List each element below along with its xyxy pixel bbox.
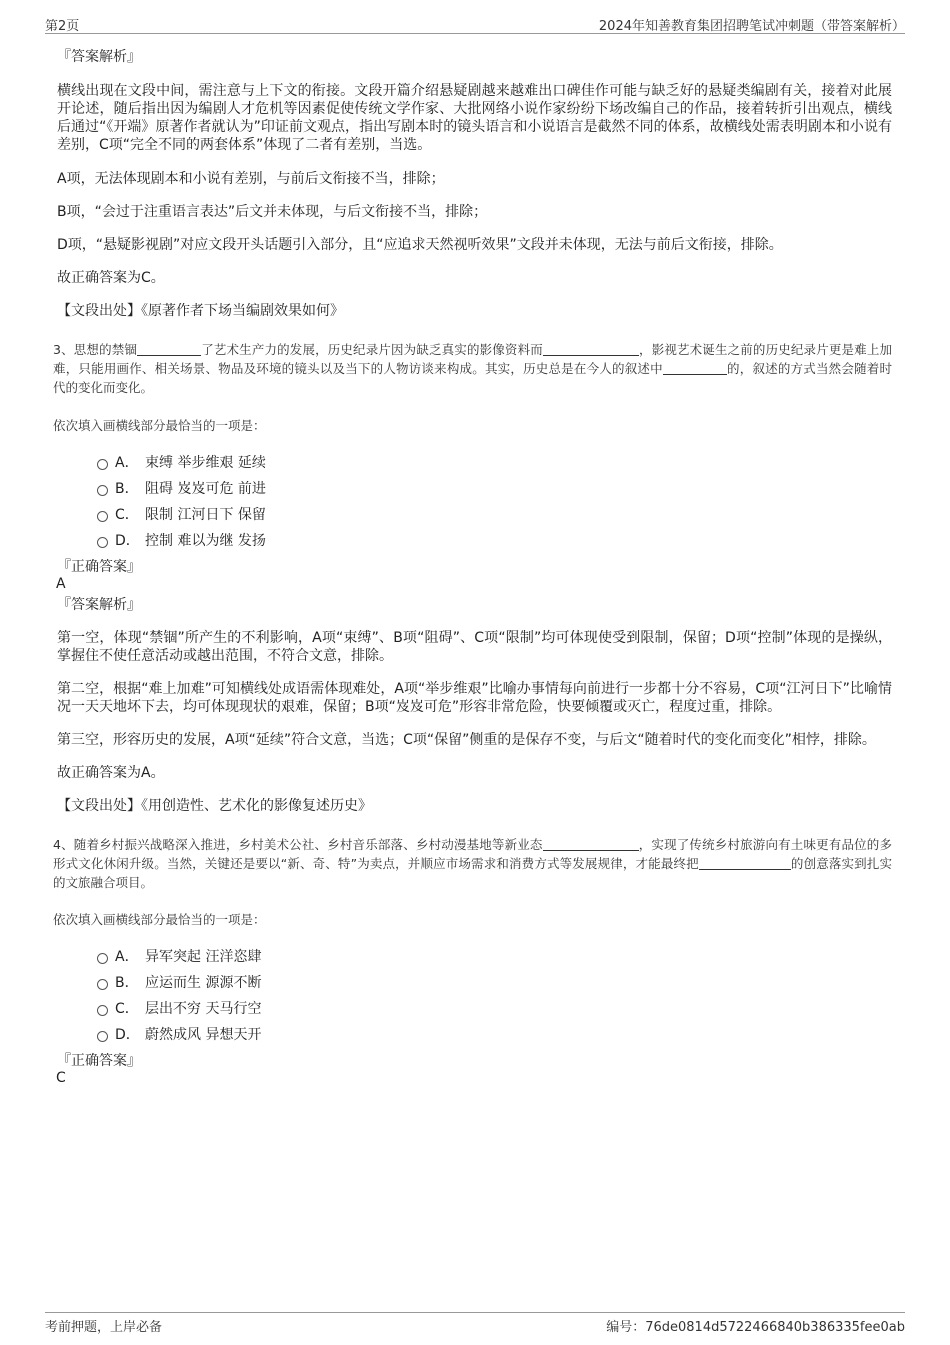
document-title: 2024年知善教育集团招聘笔试冲刺题（带答案解析） [598,19,905,34]
q3-option-b[interactable]: B． 阻碍 岌岌可危 前进 [57,480,892,506]
q3-analysis-blank-1: 第一空，体现“禁锢”所产生的不利影响，A项“束缚”、B项“阻碍”、C项“限制”均可体现使受到限制，保留；D项“控制”体现的是操纵，掌握住不使任意活动或越出范围，不符合文意，排除。 [57,630,892,664]
blank-1 [137,341,201,356]
main-content [53,48,892,1086]
q3-option-a[interactable]: A． 束缚 举步维艰 延续 [57,454,892,480]
q3-answer: A [56,576,66,592]
q2-analysis-paragraph: 横线出现在文段中间，需注意与上下文的衔接。文段开篇介绍悬疑剧越来越难出口碑佳作可能与缺乏好的悬疑类编剧有关，接着对此展开论述，随后指出因为编剧人才危机等因素促使传统文学作家、大批网络小说作家纷纷下场改编自己的作品，接着转折引出观点，横线后通过“《开端》原著作者就认为”印证前文观点，指出写剧本时的镜头语言和小说语言是截然不同的体系，故横线处需表明剧本和小说有差别，C项“完全不同的两套体系”体现了二者有差别，当选。 [57,83,892,153]
q3-option-d[interactable]: D． 控制 难以为继 发扬 [57,532,892,558]
radio-icon[interactable] [97,459,108,470]
q3-options [57,454,892,558]
q3-option-c[interactable]: C． 限制 江河日下 保留 [57,506,892,532]
q2-analysis-option-d: D项，“悬疑影视剧”对应文段开头话题引入部分，且“应追求天然视听效果”文段并未体现，无法与前后文衔接，排除。 [57,237,783,253]
page-header [45,13,905,34]
radio-icon[interactable] [97,1005,108,1016]
blank-3 [663,360,727,375]
q3-stem: 3、思想的禁锢 了艺术生产力的发展，历史纪录片因为缺乏真实的影像资料而 ，影视艺术诞生之前的历史纪录片更是难上加难，只能用画作、相关场景、物品及环境的镜头以及当下的人物访谈来构成。其实，历史总是在今人的叙述中 的，叙述的方式当然会随着时代的变化而变化。 [53,342,892,395]
q3-answer-label: 『正确答案』 [57,559,141,575]
radio-icon[interactable] [97,953,108,964]
page-footer [45,1312,905,1337]
q3-source: 【文段出处】《用创造性、艺术化的影像复述历史》 [57,798,372,814]
q3-analysis-blank-3: 第三空，形容历史的发展，A项“延续”符合文意，当选；C项“保留”侧重的是保存不变，与后文“随着时代的变化而变化”相悖，排除。 [57,732,876,748]
q4-stem: 4、随着乡村振兴战略深入推进，乡村美术公社、乡村音乐部落、乡村动漫基地等新业态 ，实现了传统乡村旅游向有土味更有品位的多形式文化休闲升级。当然，关键还是要以“新、奇、特”为卖点，并顺应市场需求和消费方式等发展规律，才能最终把 的创意落实到扎实的文旅融合项目。 [53,837,892,890]
q2-analysis-option-b: B项，“会过于注重语言表达”后文并未体现，与后文衔接不当，排除； [57,204,488,220]
radio-icon[interactable] [97,1031,108,1042]
radio-icon[interactable] [97,979,108,990]
q3-analysis-blank-2: 第二空，根据“难上加难”可知横线处成语需体现难处，A项“举步维艰”比喻办事情每向前进行一步都十分不容易，C项“江河日下”比喻情况一天天地坏下去，均可体现现状的艰难，保留；B项“岌岌可危”形容非常危险，快要倾覆或灭亡，程度过重，排除。 [57,681,892,715]
q2-analysis-option-a: A项，无法体现剧本和小说有差别，与前后文衔接不当，排除； [57,171,445,187]
q4-option-c[interactable]: C． 层出不穷 天马行空 [57,1000,892,1026]
blank-2 [699,855,791,870]
radio-icon[interactable] [97,537,108,548]
q4-answer: C [56,1070,66,1086]
radio-icon[interactable] [97,511,108,522]
q4-option-b[interactable]: B． 应运而生 源源不断 [57,974,892,1000]
q3-hint: 依次填入画横线部分最恰当的一项是： [53,418,266,433]
blank-1 [543,836,639,851]
q4-option-d[interactable]: D． 蔚然成风 异想天开 [57,1026,892,1052]
q2-source: 【文段出处】《原著作者下场当编剧效果如何》 [57,303,344,319]
q4-option-a[interactable]: A． 异军突起 汪洋恣肆 [57,948,892,974]
document-serial: 编号：76de0814d5722466840b386335fee0ab [606,1320,905,1335]
page-number: 第2页 [45,19,80,34]
footer-slogan: 考前押题，上岸必备 [45,1320,163,1335]
q3-conclusion: 故正确答案为A。 [57,765,165,781]
blank-2 [543,341,639,356]
q2-analysis-label: 『答案解析』 [57,49,141,65]
q4-hint: 依次填入画横线部分最恰当的一项是： [53,912,266,927]
q3-analysis-label: 『答案解析』 [57,597,141,613]
q4-options [57,948,892,1052]
q2-conclusion: 故正确答案为C。 [57,270,165,286]
q4-answer-label: 『正确答案』 [57,1053,141,1069]
radio-icon[interactable] [97,485,108,496]
